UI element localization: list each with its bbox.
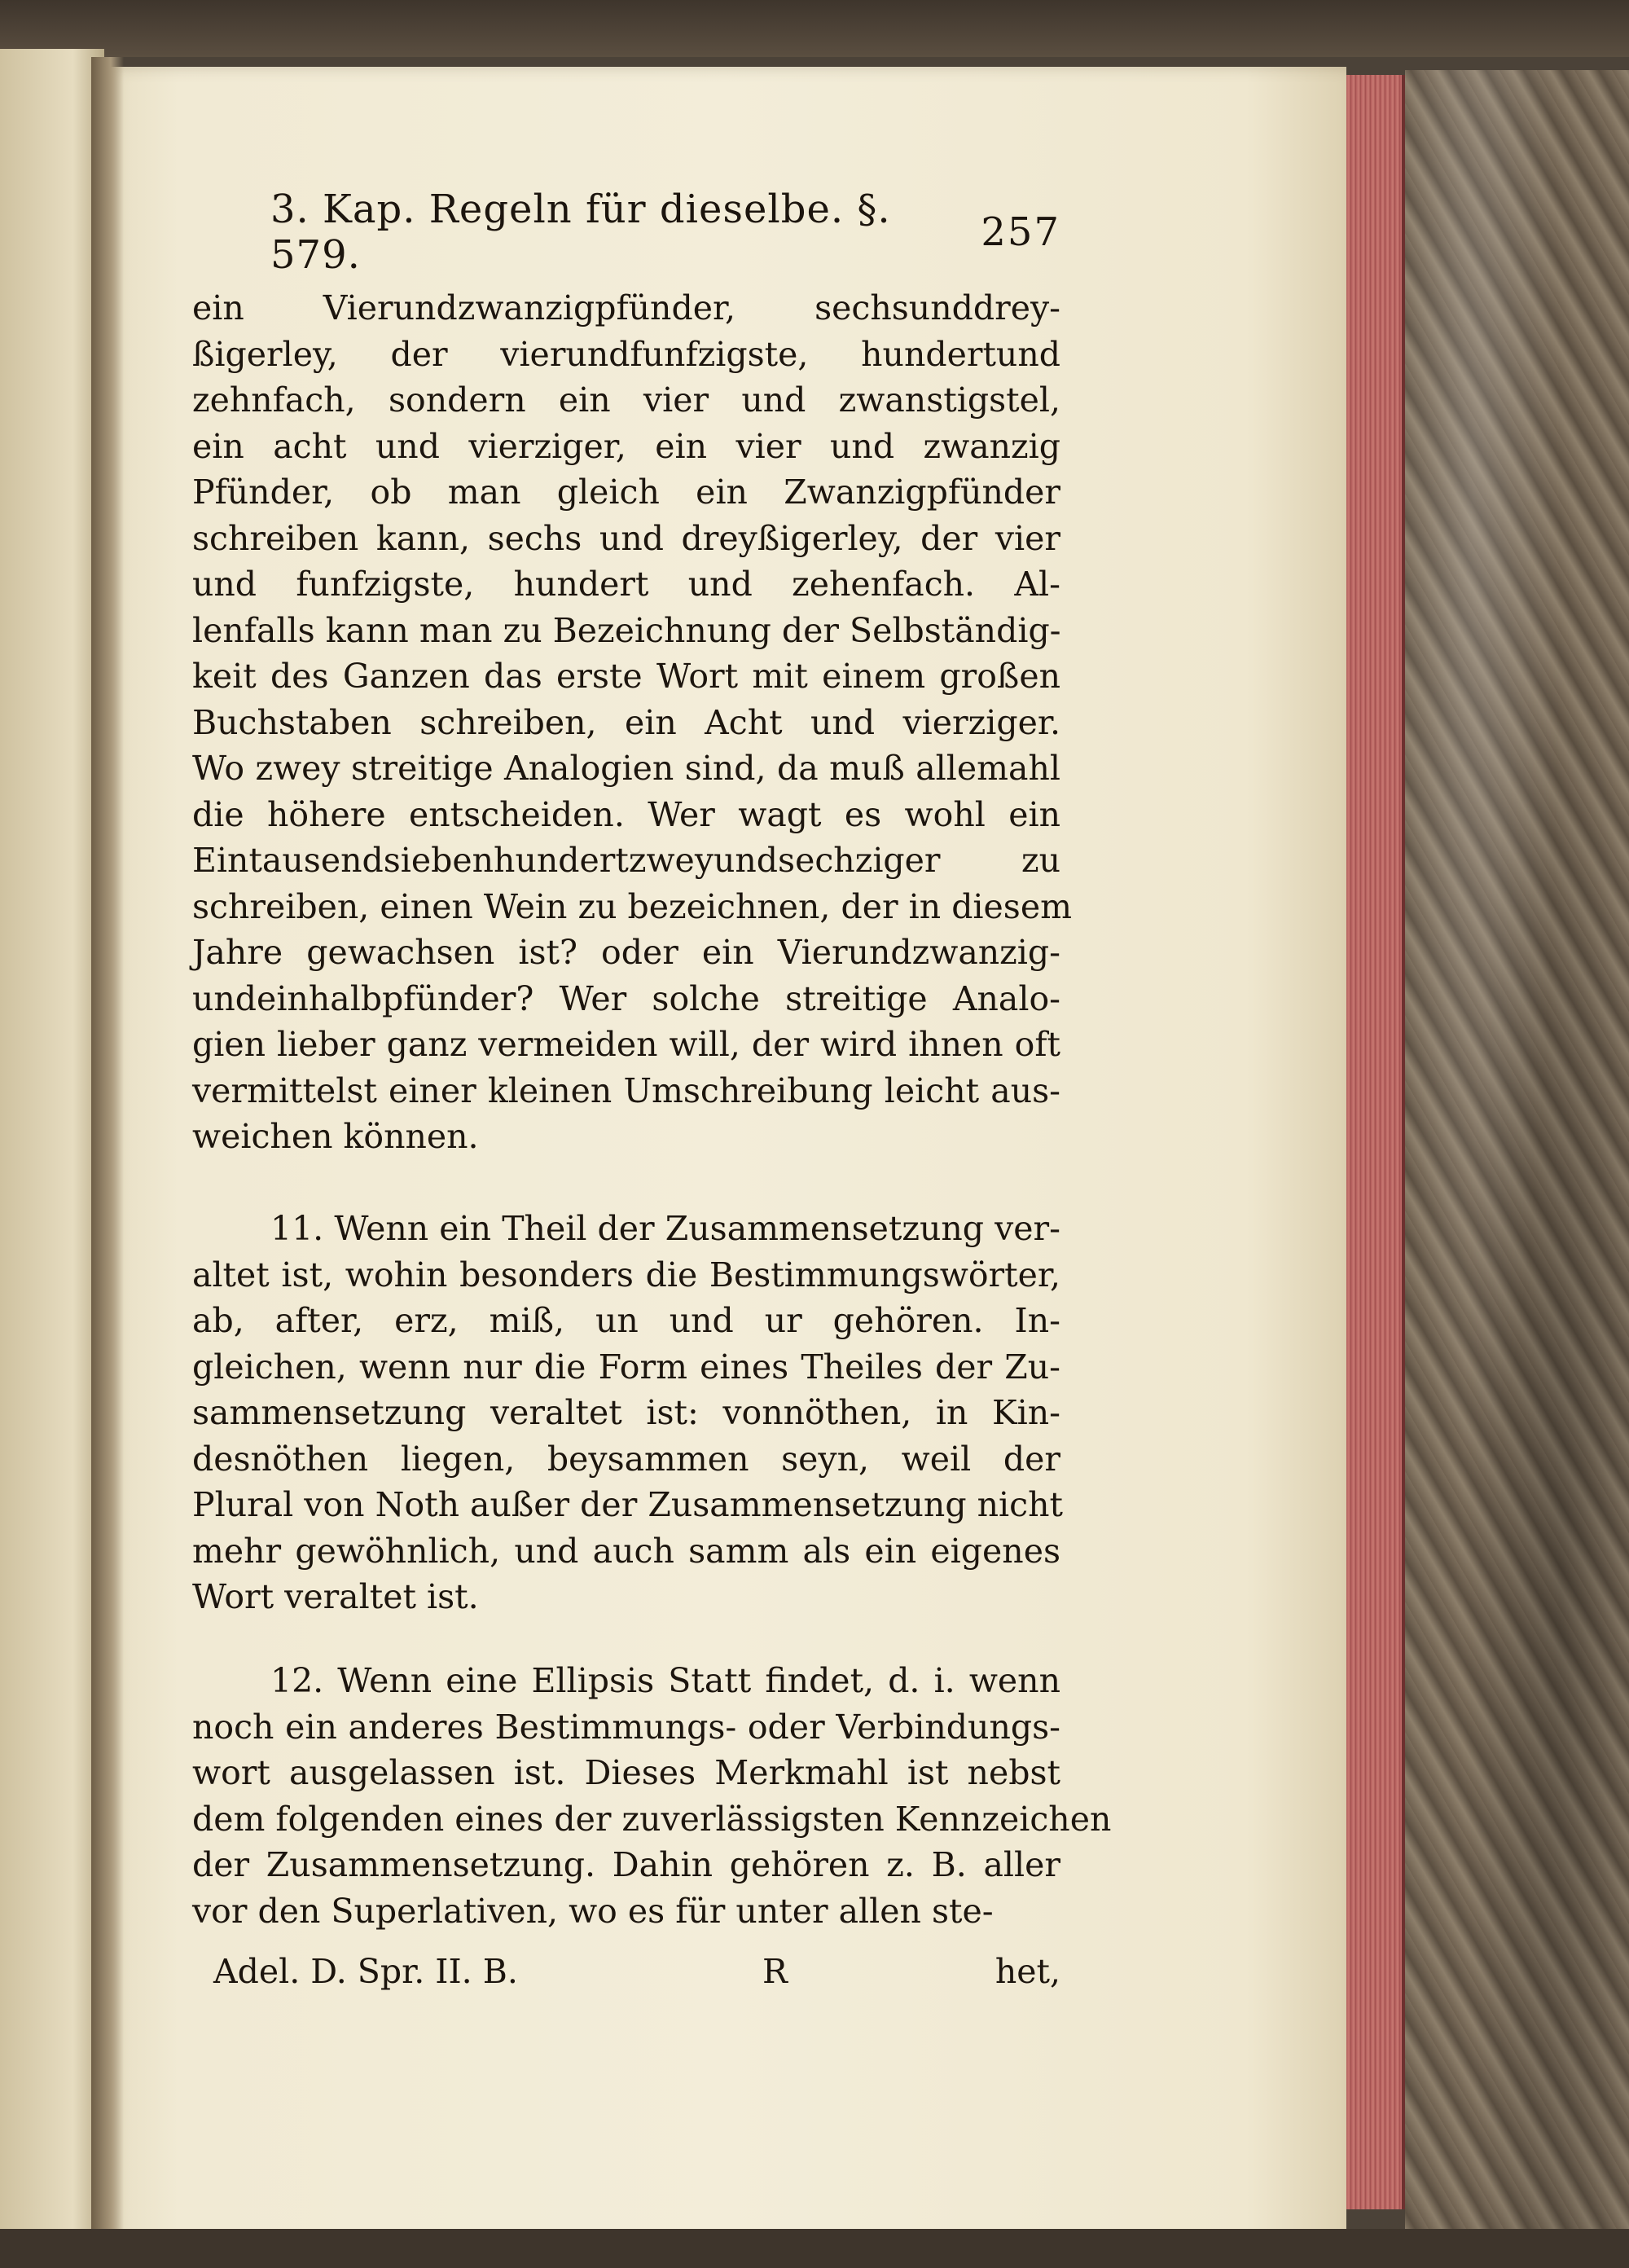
gutter-shadow bbox=[91, 57, 124, 2268]
signature-line: Adel. D. Spr. II. B. bbox=[213, 1952, 518, 1991]
catchword: het, bbox=[995, 1952, 1060, 1991]
text-line: ein acht und vierziger, ein vier und zwanzig bbox=[192, 426, 1060, 466]
text-line: keit des Ganzen das erste Wort mit einem großen bbox=[192, 657, 1060, 696]
text-line: zehnfach, sondern ein vier und zwanstigstel, bbox=[192, 380, 1060, 420]
text-line: schreiben, einen Wein zu bezeichnen, der in diesem bbox=[192, 886, 1072, 926]
text-line: Buchstaben schreiben, ein Acht und vierziger. bbox=[192, 702, 1060, 742]
text-line: dem folgenden eines der zuverlässigsten Kennzeichen bbox=[192, 1799, 1112, 1839]
text-line: und funfzigste, hundert und zehenfach. Al- bbox=[192, 565, 1060, 604]
text-line: 11. Wenn ein Theil der Zusammensetzung ver- bbox=[270, 1209, 1060, 1248]
text-line: noch ein anderes Bestimmungs- oder Verbindungs- bbox=[192, 1707, 1060, 1747]
text-line: der Zusammensetzung. Dahin gehören z. B. aller bbox=[192, 1845, 1060, 1884]
text-line: Wo zwey streitige Analogien sind, da muß allemahl bbox=[192, 749, 1060, 788]
sheet-mark: R bbox=[762, 1952, 788, 1991]
text-line: schreiben kann, sechs und dreyßigerley, der vier bbox=[192, 518, 1060, 558]
text-line: mehr gewöhnlich, und auch samm als ein eigenes bbox=[192, 1531, 1060, 1571]
text-line: Eintausendsiebenhundertzweyundsechziger zu bbox=[192, 841, 1060, 880]
text-line: Plural von Noth außer der Zusammensetzung nicht bbox=[192, 1485, 1063, 1524]
text-line: 12. Wenn eine Ellipsis Statt findet, d. i. wenn bbox=[270, 1661, 1060, 1700]
text-line: Jahre gewachsen ist? oder ein Vierundzwanzig- bbox=[192, 933, 1060, 972]
facing-page-edge bbox=[0, 49, 104, 2268]
text-line: ßigerley, der vierundfunfzigste, hundertund bbox=[192, 334, 1060, 374]
top-background bbox=[0, 0, 1629, 57]
text-line: gien lieber ganz vermeiden will, der wird ihnen oft bbox=[192, 1025, 1060, 1064]
page-footer bbox=[213, 1949, 1060, 1994]
text-line: sammensetzung veraltet ist: vonnöthen, in Kin- bbox=[192, 1393, 1060, 1432]
running-title: 3. Kap. Regeln für dieselbe. §. 579. bbox=[270, 187, 891, 278]
text-line: altet ist, wohin besonders die Bestimmungswörter, bbox=[192, 1255, 1060, 1294]
text-line: Wort veraltet ist. bbox=[192, 1577, 479, 1616]
text-line: wort ausgelassen ist. Dieses Merkmahl ist nebst bbox=[192, 1753, 1060, 1792]
text-line: ein Vierundzwanzigpfünder, sechsunddrey- bbox=[192, 288, 1060, 327]
text-line: die höhere entscheiden. Wer wagt es wohl ein bbox=[192, 794, 1060, 834]
text-line: undeinhalbpfünder? Wer solche streitige Analo- bbox=[192, 978, 1060, 1018]
text-line: weichen können. bbox=[192, 1117, 479, 1156]
text-line: ab, after, erz, miß, un und ur gehören. In- bbox=[192, 1301, 1060, 1340]
page-fore-edge bbox=[1346, 75, 1405, 2209]
marbled-cover bbox=[1405, 70, 1629, 2253]
text-line: lenfalls kann man zu Bezeichnung der Selbständig- bbox=[192, 610, 1061, 650]
page-number: 257 bbox=[981, 209, 1060, 255]
text-line: vor den Superlativen, wo es für unter allen ste- bbox=[192, 1891, 994, 1931]
running-header bbox=[270, 187, 1060, 278]
text-line: gleichen, wenn nur die Form eines Theiles der Zu- bbox=[192, 1347, 1060, 1387]
text-line: Pfünder, ob man gleich ein Zwanzigpfünder bbox=[192, 472, 1060, 512]
text-line: vermittelst einer kleinen Umschreibung leicht aus- bbox=[192, 1070, 1060, 1110]
bottom-background bbox=[0, 2229, 1629, 2268]
text-line: desnöthen liegen, beysammen seyn, weil der bbox=[192, 1439, 1060, 1479]
